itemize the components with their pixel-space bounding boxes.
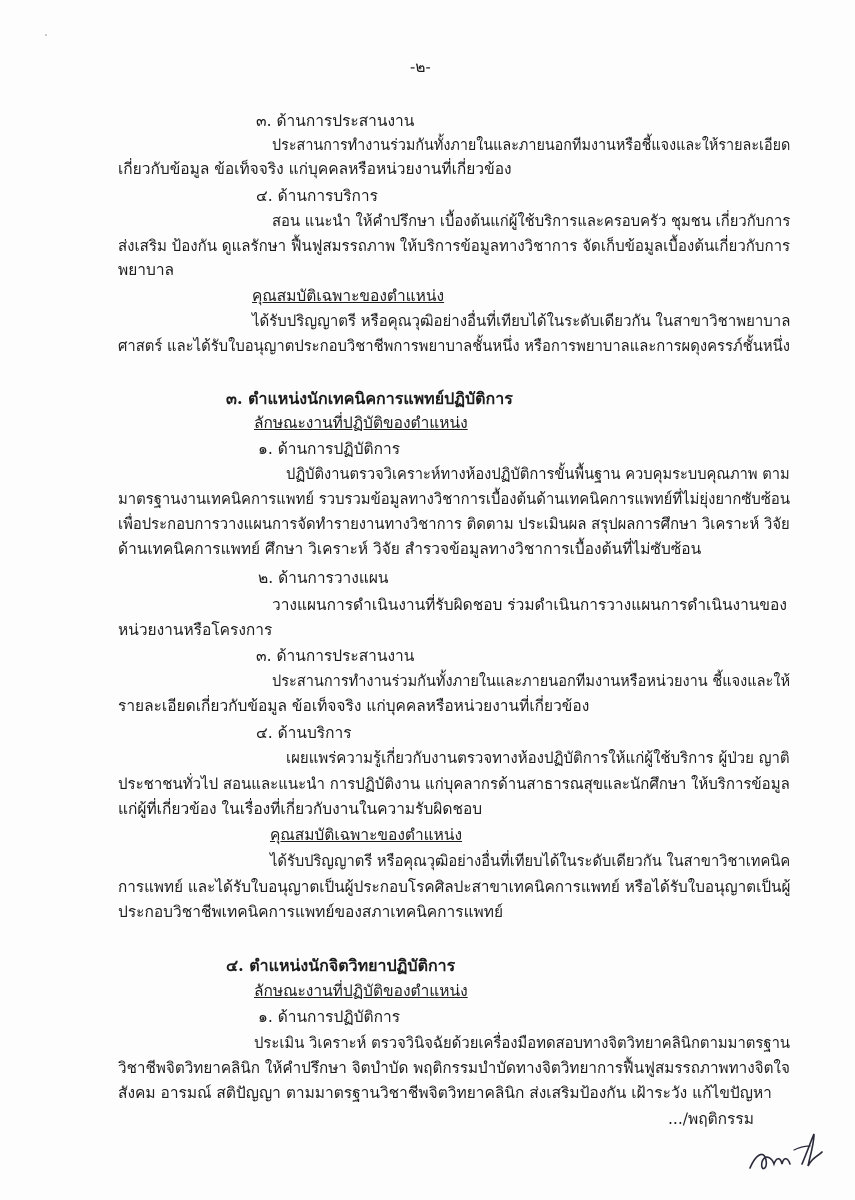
paragraph-line: การแพทย์ และได้รับใบอนุญาตเป็นผู้ประกอบโรคศิลปะสาขาเทคนิคการแพทย์ หรือได้รับใบอนุญาตเป็นผู้ <box>118 878 791 896</box>
paragraph-line: ส่งเสริม ป้องกัน ดูแลรักษา ฟื้นฟูสมรรถภาพ ให้บริการข้อมูลทางวิชาการ จัดเก็บข้อมูลเบื้องต้นเกี่ยวกับการ <box>118 237 791 255</box>
subheading: ๑. ด้านการปฏิบัติการ <box>258 1008 401 1026</box>
subheading: ๓. ด้านการประสานงาน <box>256 112 415 130</box>
subheading: ๓. ด้านการประสานงาน <box>256 647 415 665</box>
qualification-heading: คุณสมบัติเฉพาะของตำแหน่ง <box>270 826 463 844</box>
paragraph-line: ด้านเทคนิคการแพทย์ ศึกษา วิเคราะห์ วิจัย สำรวจข้อมูลทางวิชาการเบื้องต้นที่ไม่ซับซ้อน <box>118 540 702 558</box>
paragraph-line: หน่วยงานหรือโครงการ <box>118 621 273 639</box>
paragraph-line: ประเมิน วิเคราะห์ ตรวจวินิจฉัยด้วยเครื่องมือทดสอบทางจิตวิทยาคลินิกตามมาตรฐาน <box>254 1034 791 1052</box>
paragraph-line: สอน แนะนำ ให้คำปรึกษา เบื้องต้นแก่ผู้ใช้บริการและครอบครัว ชุมชน เกี่ยวกับการ <box>272 212 791 230</box>
paragraph-line: ได้รับปริญญาตรี หรือคุณวุฒิอย่างอื่นที่เทียบได้ในระดับเดียวกัน ในสาขาวิชาเทคนิค <box>270 852 791 870</box>
qualification-heading: คุณสมบัติเฉพาะของตำแหน่ง <box>252 287 445 305</box>
paragraph-line: วิชาชีพจิตวิทยาคลินิก ให้คำปรึกษา จิตบำบัด พฤติกรรมบำบัดทางจิตวิทยาการฟื้นฟูสมรรถภาพทางจิตใจ <box>118 1059 790 1077</box>
subheading: ๒. ด้านการวางแผน <box>258 569 389 587</box>
paragraph-line: พยาบาล <box>118 261 175 279</box>
paragraph-line: ประชาชนทั่วไป สอนและแนะนำ การปฏิบัติงาน แก่บุคลากรด้านสาธารณสุขและนักศึกษา ให้บริการข้อมูล <box>118 775 790 793</box>
job-description-heading: ลักษณะงานที่ปฏิบัติของตำแหน่ง <box>254 982 468 1000</box>
paragraph-line: ได้รับปริญญาตรี หรือคุณวุฒิอย่างอื่นที่เทียบได้ในระดับเดียวกัน ในสาขาวิชาพยาบาล <box>252 312 791 330</box>
subheading: ๔. ด้านบริการ <box>256 724 352 742</box>
subheading: ๔. ด้านการบริการ <box>256 187 378 205</box>
paragraph-line: สังคม อารมณ์ สติปัญญา ตามมาตรฐานวิชาชีพจิตวิทยาคลินิก ส่งเสริมป้องกัน เฝ้าระวัง แก้ไขปัญหา <box>118 1084 772 1102</box>
paragraph-line: รายละเอียดเกี่ยวกับข้อมูล ข้อเท็จจริง แก่บุคคลหรือหน่วยงานที่เกี่ยวข้อง <box>118 697 590 715</box>
paragraph-line: ประกอบวิชาชีพเทคนิคการแพทย์ของสภาเทคนิคการแพทย์ <box>118 903 504 921</box>
signature <box>742 1120 832 1180</box>
page-number: -๒- <box>410 58 431 76</box>
scan-speck <box>45 34 47 36</box>
paragraph-line: ศาสตร์ และได้รับใบอนุญาตประกอบวิชาชีพการพยาบาลชั้นหนึ่ง หรือการพยาบาลและการผดุงครรภ์ชั้นหนึ่ง <box>118 337 791 355</box>
job-description-heading: ลักษณะงานที่ปฏิบัติของตำแหน่ง <box>254 414 468 432</box>
paragraph-line: แก่ผู้ที่เกี่ยวข้อง ในเรื่องที่เกี่ยวกับงานในความรับผิดชอบ <box>118 800 483 818</box>
paragraph-line: ปฏิบัติงานตรวจวิเคราะห์ทางห้องปฏิบัติการขั้นพื้นฐาน ควบคุมระบบคุณภาพ ตาม <box>286 465 790 483</box>
paragraph-line: เผยแพร่ความรู้เกี่ยวกับงานตรวจทางห้องปฏิบัติการให้แก่ผู้ใช้บริการ ผู้ป่วย ญาติ <box>286 749 790 767</box>
section-heading: ๓. ตำแหน่งนักเทคนิคการแพทย์ปฏิบัติการ <box>226 389 513 408</box>
subheading: ๑. ด้านการปฏิบัติการ <box>258 440 401 458</box>
paragraph-line: เกี่ยวกับข้อมูล ข้อเท็จจริง แก่บุคคลหรือหน่วยงานที่เกี่ยวข้อง <box>118 160 512 178</box>
paragraph-line: ประสานการทำงานร่วมกันทั้งภายในและภายนอกทีมงานหรือชี้แจงและให้รายละเอียด <box>272 136 791 154</box>
paragraph-line: มาตรฐานงานเทคนิคการแพทย์ รวบรวมข้อมูลทางวิชาการเบื้องต้นด้านเทคนิคการแพทย์ที่ไม่ยุ่งยากซับซ้อน <box>118 490 790 508</box>
section-heading: ๔. ตำแหน่งนักจิตวิทยาปฏิบัติการ <box>226 956 456 975</box>
paragraph-line: วางแผนการดำเนินงานที่รับผิดชอบ ร่วมดำเนินการวางแผนการดำเนินงานของ <box>272 596 787 614</box>
continuation-marker: .../พฤติกรรม <box>668 1110 754 1128</box>
paragraph-line: ประสานการทำงานร่วมกันทั้งภายในและภายนอกทีมงานหรือหน่วยงาน ชี้แจงและให้ <box>272 672 791 690</box>
paragraph-line: เพื่อประกอบการวางแผนการจัดทำรายงานทางวิชาการ ติดตาม ประเมินผล สรุปผลการศึกษา วิเคราะห์ วิจัย <box>118 515 790 533</box>
